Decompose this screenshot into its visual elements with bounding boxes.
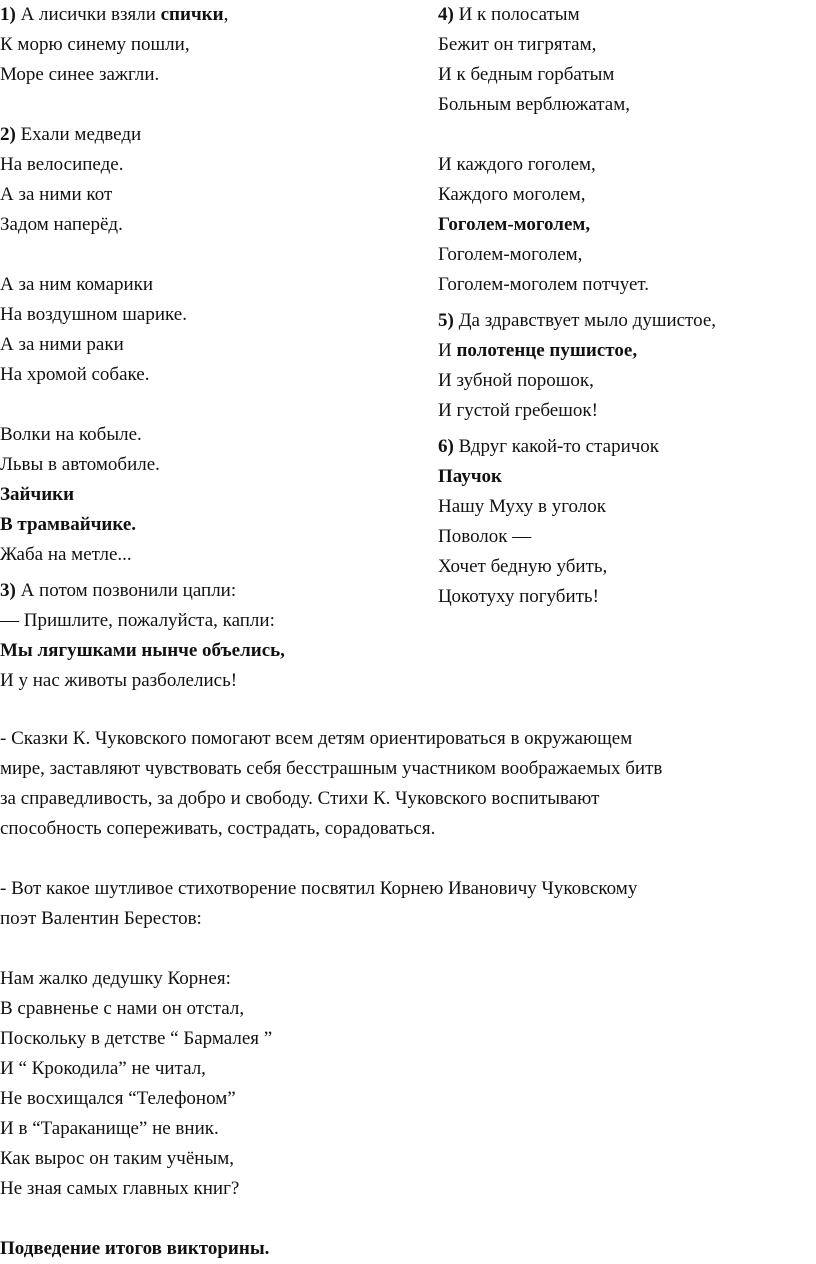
stanza-line: Нашу Муху в уголок <box>438 496 606 517</box>
stanza-line: Волки на кобыле. <box>0 424 142 445</box>
prose-section <box>0 724 816 1264</box>
stanza-line: Гоголем-моголем, <box>438 244 583 265</box>
stanza-line: 1) А лисички взяли спички, <box>0 4 229 25</box>
stanza-line: На велосипеде. <box>0 154 124 175</box>
stanza-line: И у нас животы разболелись! <box>0 670 238 691</box>
paragraph-line: мире, заставляют чувствовать себя бесстрашным участником воображаемых битв <box>0 758 663 779</box>
conclusion-heading: Подведение итогов викторины. <box>0 1238 270 1259</box>
stanza-line: Львы в автомобиле. <box>0 454 160 475</box>
stanza-line: 5) Да здравствует мыло душистое, <box>438 310 717 331</box>
stanza-line: 2) Ехали медведи <box>0 124 142 145</box>
stanza-line: И полотенце пушистое, <box>438 340 638 361</box>
stanza-number: 1) <box>0 4 16 25</box>
stanza-line-bold: Мы лягушками нынче объелись, <box>0 640 285 661</box>
paragraph-line: за справедливость, за добро и свободу. Стихи К. Чуковского воспитывают <box>0 788 600 809</box>
stanza-line: Бежит он тигрятам, <box>438 34 597 55</box>
berestov-poem <box>0 964 816 1204</box>
poem-line: И в “Тараканище” не вник. <box>0 1118 219 1139</box>
stanza-line: Задом наперёд. <box>0 214 123 235</box>
stanza-number: 3) <box>0 580 16 601</box>
stanza-line: И к бедным горбатым <box>438 64 615 85</box>
poem-line: Не зная самых главных книг? <box>0 1178 240 1199</box>
paragraph-chukovsky-tales <box>0 724 816 844</box>
poem-line: В сравненье с нами он отстал, <box>0 998 245 1019</box>
paragraph-berestov-intro <box>0 874 816 934</box>
stanza-number: 5) <box>438 310 454 331</box>
poem-line: И “ Крокодила” не читал, <box>0 1058 206 1079</box>
poem-line: Нам жалко дедушку Корнея: <box>0 968 231 989</box>
stanza-line: 3) А потом позвонили цапли: <box>0 580 237 601</box>
stanza-number: 4) <box>438 4 454 25</box>
stanza-line: К морю синему пошли, <box>0 34 190 55</box>
stanza-line-bold: Зайчики <box>0 484 75 505</box>
stanza-line: И густой гребешок! <box>438 400 598 421</box>
stanza-line: Жаба на метле... <box>0 544 132 565</box>
stanza-line: А за ними кот <box>0 184 113 205</box>
stanza-line-bold: Паучок <box>438 466 502 487</box>
stanza-line: Хочет бедную убить, <box>438 556 608 577</box>
poem-line: Поскольку в детстве “ Бармалея ” <box>0 1028 273 1049</box>
stanza-line: На хромой собаке. <box>0 364 150 385</box>
stanza-line: А за ним комарики <box>0 274 154 295</box>
stanza-line: И зубной порошок, <box>438 370 594 391</box>
stanza-line: Море синее зажгли. <box>0 64 160 85</box>
paragraph-line: - Вот какое шутливое стихотворение посвятил Корнею Ивановичу Чуковскому <box>0 878 638 899</box>
stanza-2 <box>0 120 420 570</box>
stanza-line: Цокотуху погубить! <box>438 586 599 607</box>
poem-line: Не восхищался “Телефоном” <box>0 1088 236 1109</box>
stanza-3 <box>0 576 420 696</box>
paragraph-line: способность сопереживать, сострадать, сорадоваться. <box>0 818 436 839</box>
left-column <box>0 0 420 696</box>
stanza-line: На воздушном шарике. <box>0 304 187 325</box>
stanza-line-bold: В трамвайчике. <box>0 514 137 535</box>
stanza-6 <box>438 432 816 612</box>
stanza-line: Больным верблюжатам, <box>438 94 631 115</box>
stanza-5 <box>438 306 816 426</box>
stanza-line-bold: Гоголем-моголем, <box>438 214 591 235</box>
stanza-1 <box>0 0 420 90</box>
stanza-number: 6) <box>438 436 454 457</box>
stanza-line: А за ними раки <box>0 334 124 355</box>
stanza-line: 6) Вдруг какой-то старичок <box>438 436 660 457</box>
stanza-line: — Пришлите, пожалуйста, капли: <box>0 610 275 631</box>
stanza-line: 4) И к полосатым <box>438 4 580 25</box>
stanza-line: И каждого гоголем, <box>438 154 596 175</box>
paragraph-line: поэт Валентин Берестов: <box>0 908 202 929</box>
stanza-line: Поволок — <box>438 526 532 547</box>
stanza-line: Каждого моголем, <box>438 184 586 205</box>
stanza-4 <box>438 0 816 300</box>
stanza-line: Гоголем-моголем потчует. <box>438 274 650 295</box>
right-column <box>438 0 816 612</box>
poem-line: Как вырос он таким учёным, <box>0 1148 234 1169</box>
stanza-number: 2) <box>0 124 16 145</box>
paragraph-line: - Сказки К. Чуковского помогают всем детям ориентироваться в окружающем <box>0 728 633 749</box>
